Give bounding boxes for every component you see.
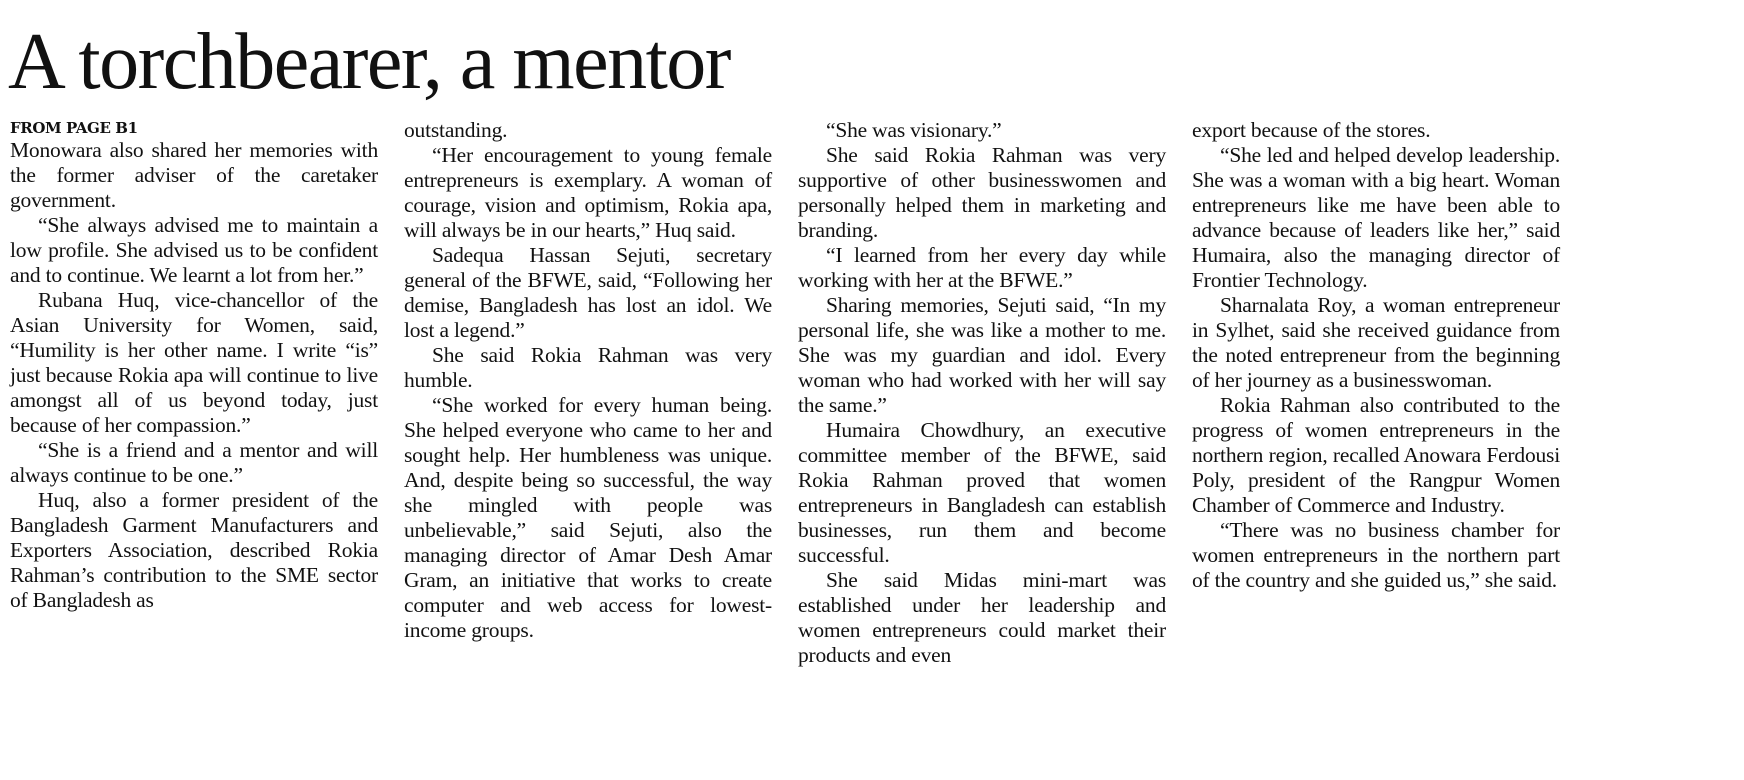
paragraph: Sharnalata Roy, a woman entrepreneur in Sylhet, said she received guidance from the noted entrepreneur from the beginning of her journey as a businesswoman. (1192, 293, 1560, 392)
paragraph: Sharing memories, Sejuti said, “In my personal life, she was like a mother to me. She was my guardian and idol. Every woman who had worked with her will say the same.” (798, 293, 1166, 417)
article-column-3 (798, 118, 1166, 668)
article-column-4 (1192, 118, 1560, 668)
paragraph: Rokia Rahman also contributed to the progress of women entrepreneurs in the northern region, recalled Anowara Ferdousi Poly, president of the Rangpur Women Chamber of Commerce and Industry. (1192, 393, 1560, 517)
paragraph: She said Rokia Rahman was very humble. (404, 343, 772, 392)
paragraph: Rubana Huq, vice-chancellor of the Asian University for Women, said, “Humility is her other name. I write “is” just because Rokia apa will continue to live amongst all of us beyond today, just because of her compassion.” (10, 288, 378, 437)
paragraph: Humaira Chowdhury, an executive committee member of the BFWE, said Rokia Rahman proved that women entrepreneurs in Bangladesh can establish businesses, run them and become successful. (798, 418, 1166, 567)
headline: A torchbearer, a mentor (8, 18, 730, 106)
paragraph: “She is a friend and a mentor and will always continue to be one.” (10, 438, 378, 487)
paragraph: Sadequa Hassan Sejuti, secretary general of the BFWE, said, “Following her demise, Bangladesh has lost an idol. We lost a legend.” (404, 243, 772, 342)
paragraph: outstanding. (404, 118, 508, 142)
paragraph: export because of the stores. (1192, 118, 1431, 142)
paragraph: “She always advised me to maintain a low profile. She advised us to be confident and to continue. We learnt a lot from her.” (10, 213, 378, 287)
article-body (10, 118, 1558, 668)
paragraph: “Her encouragement to young female entrepreneurs is exemplary. A woman of courage, vision and optimism, Rokia apa, will always be in our hearts,” Huq said. (404, 143, 772, 242)
paragraph: She said Midas mini-mart was established under her leadership and women entrepreneurs could market their products and even (798, 568, 1166, 667)
paragraph: She said Rokia Rahman was very supportive of other businesswomen and personally helped them in marketing and branding. (798, 143, 1166, 242)
paragraph: “I learned from her every day while working with her at the BFWE.” (798, 243, 1166, 292)
jump-label: FROM PAGE B1 (10, 119, 138, 137)
paragraph: “She worked for every human being. She helped everyone who came to her and sought help. Her humbleness was unique. And, despite being so successful, the way she mingled with people was unbelievable,” said Sejuti, also the managing director of Amar Desh Amar Gram, an initiative that works to create computer and web access for lowest-income groups. (404, 393, 772, 642)
paragraph: “There was no business chamber for women entrepreneurs in the northern part of the country and she guided us,” she said. (1192, 518, 1560, 592)
article-column-2 (404, 118, 772, 668)
paragraph: “She was visionary.” (826, 118, 1002, 142)
paragraph: Huq, also a former president of the Bangladesh Garment Manufacturers and Exporters Association, described Rokia Rahman’s contribution to the SME sector of Bangladesh as (10, 488, 378, 612)
article-column-1 (10, 118, 378, 668)
paragraph: Monowara also shared her memories with the former adviser of the caretaker government. (10, 138, 378, 212)
paragraph: “She led and helped develop leadership. She was a woman with a big heart. Woman entrepreneurs like me have been able to advance because of leaders like her,” said Humaira, also the managing director of Frontier Technology. (1192, 143, 1560, 292)
